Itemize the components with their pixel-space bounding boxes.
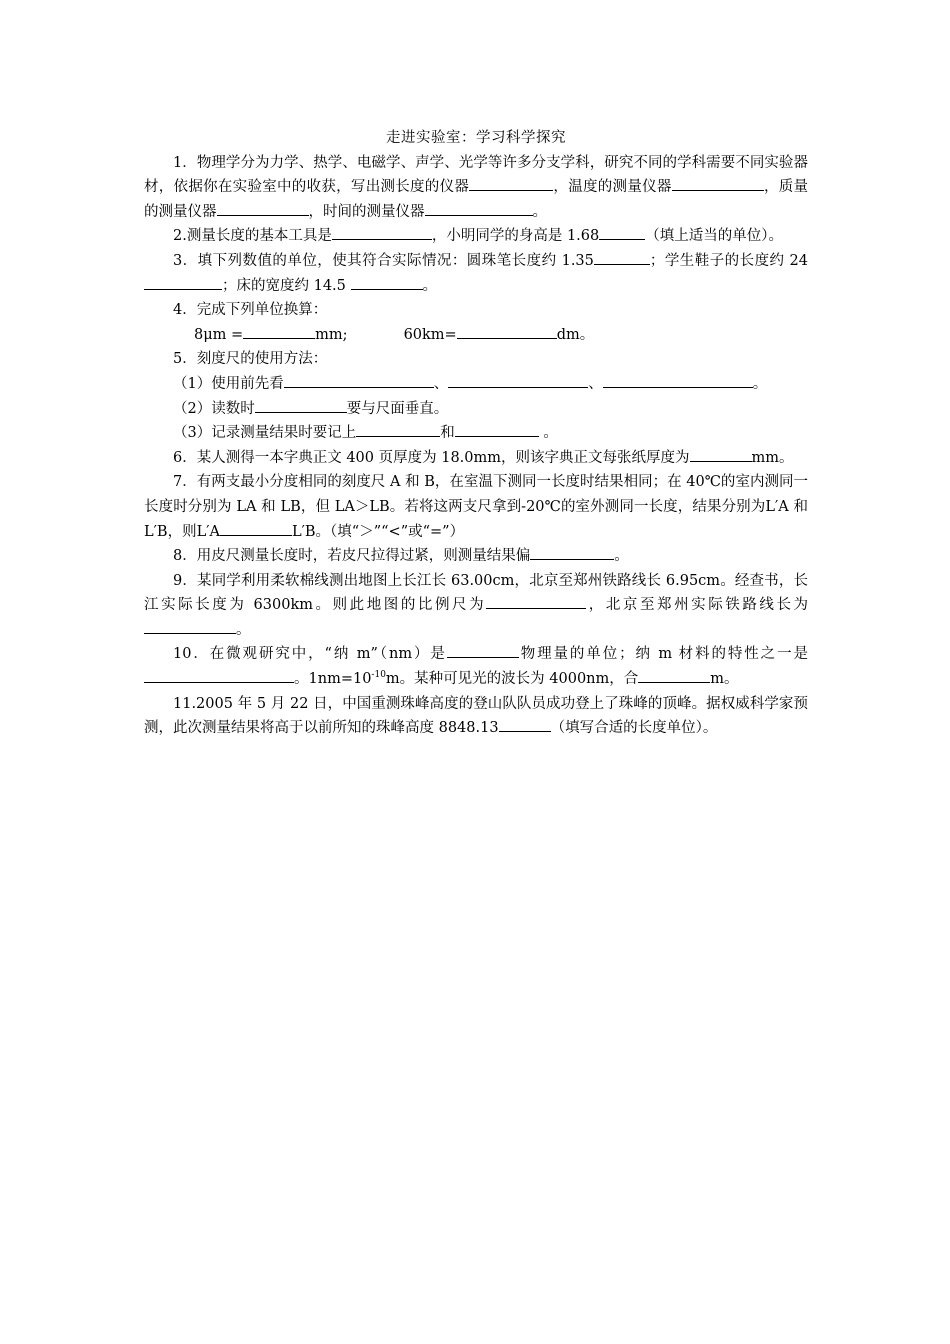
question-5-item-3: （3）记录测量结果时要记上 和 。 [144, 421, 808, 446]
question-11: 11.2005 年 5 月 22 日，中国重测珠峰高度的登山队队员成功登上了珠峰的顶峰。据权威科学家预测，此次测量结果将高于以前所知的珠峰高度 8848.13 （填写合适的长度单位）。 [144, 695, 808, 737]
answer-blank[interactable] [457, 323, 557, 339]
answer-blank[interactable] [356, 421, 440, 437]
worksheet-content [144, 126, 808, 741]
question-7: 7．有两支最小分度相同的刻度尺 A 和 B，在室温下测同一长度时结果相同；在 40℃的室内测同一长度时分别为 LA 和 LB，但 LA＞LB。若将这两支尺拿到-20℃的室外测同一长度，结果分别为L′A 和L′B，则L′A L′B。（填“＞”“<”或“=”） [144, 474, 808, 540]
question-9: 9．某同学利用柔软棉线测出地图上长江长 63.00cm，北京至郑州铁路线长 6.95cm。经查书，长江实际长度为 6300km。则此地图的比例尺为 ，北京至郑州实际铁路线长为。 [144, 572, 809, 638]
answer-blank[interactable] [448, 372, 588, 388]
answer-blank[interactable] [455, 421, 539, 437]
answer-blank[interactable] [332, 224, 432, 240]
question-4-heading: 4．完成下列单位换算： [173, 302, 328, 319]
answer-blank[interactable] [690, 446, 752, 462]
question-4-conversions: 8μm = mm; 60km= dm。 [144, 323, 808, 348]
answer-blank[interactable] [144, 618, 236, 634]
answer-blank[interactable] [469, 175, 553, 191]
answer-blank[interactable] [603, 372, 753, 388]
exponent: -10 [371, 670, 386, 681]
question-3: 3．填下列数值的单位，使其符合实际情况：圆珠笔长度约 1.35 ；学生鞋子的长度约 24；床的宽度约 14.5 。 [144, 249, 808, 298]
answer-blank[interactable] [351, 274, 423, 290]
answer-blank[interactable] [220, 520, 292, 536]
question-6: 6．某人测得一本字典正文 400 页厚度为 18.0mm，则该字典正文每张纸厚度为 mm。 [144, 446, 808, 471]
answer-blank[interactable] [530, 544, 614, 560]
question-10: 10．在微观研究中，“纳 m”（nm）是 物理量的单位；纳 m 材料的特性之一是。$1nm=10^{-10}m$。某种可见光的波长为 4000nm，合 m。 [144, 642, 808, 691]
answer-blank[interactable] [672, 175, 764, 191]
question-8: 8．用皮尺测量长度时，若皮尺拉得过紧，则测量结果偏 。 [144, 544, 808, 569]
question-2: 2.测量长度的基本工具是 ，小明同学的身高是 1.68 （填上适当的单位）。 [144, 224, 808, 249]
answer-blank[interactable] [499, 716, 551, 732]
question-5-heading: 5．刻度尺的使用方法： [173, 351, 328, 368]
answer-blank[interactable] [447, 642, 519, 658]
answer-blank[interactable] [217, 200, 309, 216]
answer-blank[interactable] [594, 249, 650, 265]
answer-blank[interactable] [144, 667, 294, 683]
answer-blank[interactable] [425, 200, 533, 216]
answer-blank[interactable] [144, 274, 222, 290]
question-5-item-2: （2）读数时 要与尺面垂直。 [144, 397, 808, 422]
answer-blank[interactable] [243, 323, 315, 339]
answer-blank[interactable] [638, 667, 710, 683]
answer-blank[interactable] [284, 372, 434, 388]
answer-blank[interactable] [486, 593, 586, 609]
question-5-item-1: （1）使用前先看 、 、 。 [144, 372, 808, 397]
page-title: 走进实验室：学习科学探究 [386, 130, 566, 146]
answer-blank[interactable] [599, 224, 645, 240]
answer-blank[interactable] [255, 397, 347, 413]
question-1: 1．物理学分为力学、热学、电磁学、声学、光学等许多分支学科，研究不同的学科需要不同实验器材，依据你在实验室中的收获，写出测长度的仪器 ，温度的测量仪器 ，质量的测量仪器 ，时间的测量仪器 。 [144, 154, 809, 220]
